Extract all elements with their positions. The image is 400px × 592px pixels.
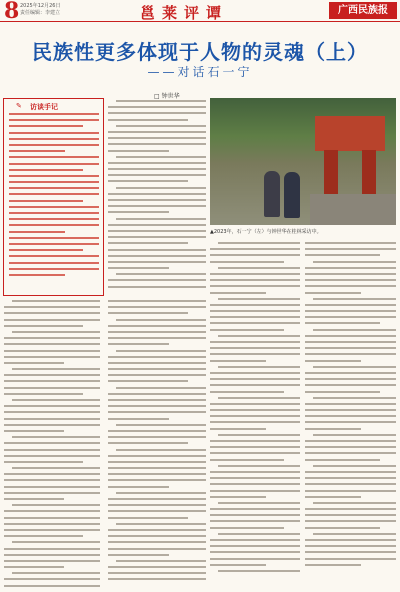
article-subhead: ——对话石一宁: [147, 65, 253, 79]
editor-note-text: [9, 113, 99, 293]
editor-note-title: 访谈手记: [30, 103, 58, 111]
day-editor: 责任编辑：李建立: [20, 10, 61, 16]
byline: □ 钟世华: [154, 93, 180, 100]
article-headline: 民族性更多体现于人物的灵魂（上）: [32, 40, 368, 64]
stone-steps: [310, 194, 396, 225]
masthead: [0, 0, 400, 22]
newspaper-logo: 广西民族报: [329, 2, 397, 19]
interview-photo: [210, 98, 396, 225]
person-left: [264, 171, 280, 217]
issue-meta: [20, 3, 60, 17]
body-column: [108, 300, 206, 590]
editor-note-box: [3, 98, 104, 296]
person-right: [284, 172, 300, 218]
pavilion-roof: [315, 116, 385, 151]
issue-date: 2025年12月26日: [20, 3, 61, 9]
column-name: 邕莱评谭: [140, 4, 229, 22]
photo-caption: ▲2023年，石一宁（左）与钟世华在桂林采访中。: [210, 229, 322, 235]
pavilion-pillar: [324, 150, 338, 198]
quill-icon: ✎: [16, 102, 22, 110]
body-column: [305, 242, 396, 590]
body-column: [4, 300, 100, 590]
page-number: 8: [4, 0, 20, 24]
body-column: [210, 242, 300, 590]
body-column: [108, 100, 206, 295]
pavilion-pillar: [362, 150, 376, 198]
